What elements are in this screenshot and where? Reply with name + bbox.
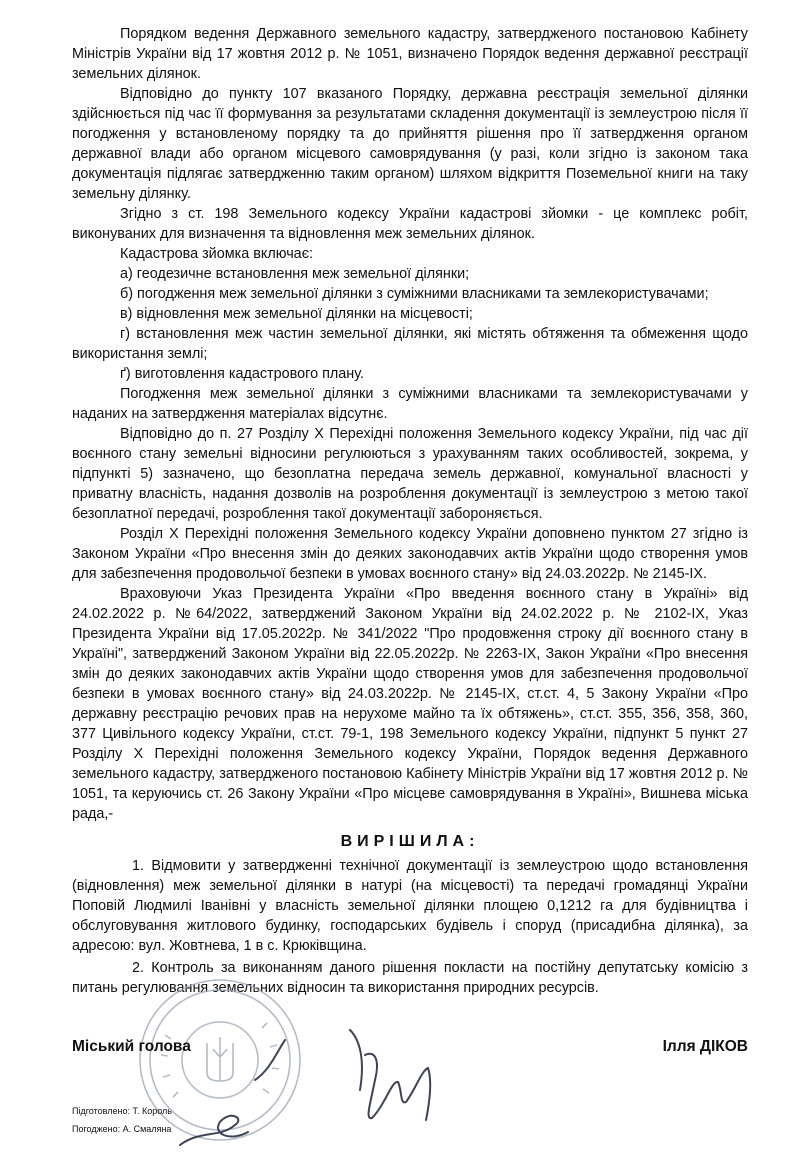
paragraph-approval-missing: Погодження меж земельної ділянки з суміжними власниками та землекористувачами у наданих на затвердження матеріалах відсутнє.: [72, 386, 748, 422]
signatory-name: Ілля ДІКОВ: [662, 1038, 748, 1055]
paragraph-section-amendment: Розділ Х Перехідні положення Земельного кодексу України доповнено пунктом 27 згідно із Законом України «Про внесення змін до деяких законодавчих актів України щодо створення умов для забезпечення продовольчої безпеки в умовах воєнного стану» від 24.03.2022р. № 2145-IX.: [72, 526, 748, 582]
decision-item-1: 1. Відмовити у затвердженні технічної документації із землеустрою щодо встановлення (відновлення) меж земельної ділянки в натурі (на місцевості) та передачі громадянці України Поповій Людмилі Іванівні у власність земельної ділянки площею 0,1212 га для будівництва і обслуговування житлового будинку, господарських будівель і споруд (присадибна ділянка), за адресою: вул. Жовтнева, 1 в с. Крюківщина.: [72, 858, 748, 954]
list-item-v: в) відновлення меж земельної ділянки на місцевості;: [120, 306, 473, 322]
paragraph-cadastre-procedure: Порядком ведення Державного земельного кадастру, затвердженого постановою Кабінету Міністрів України від 17 жовтня 2012 р. № 1051, визначено Порядок ведення державної реєстрації земельних ділянок.: [72, 26, 748, 82]
list-item-a: а) геодезичне встановлення меж земельної ділянки;: [120, 266, 470, 282]
paragraph-martial-law-rules: Відповідно до п. 27 Розділу Х Перехідні положення Земельного кодексу України, під час дії воєнного стану земельні відносини регулюються з урахуванням таких особливостей, зокрема, у підпункті 5) зазначено, що безоплатна передача земель державної, комунальної власності у приватну власність, надання дозволів на розроблення документації із землеустрою з метою такої безоплатної передачі, розроблення такої документації забороняється.: [72, 426, 748, 522]
list-item-b: б) погодження меж земельної ділянки з суміжними власниками та землекористувачами;: [120, 286, 709, 302]
paragraph-registration-rule: Відповідно до пункту 107 вказаного Порядку, державна реєстрація земельної ділянки здійснюється під час її формування за результатами складення документації із землеустрою після її погодження у встановленому порядку та до прийняття рішення про її затвердження органом державної влади або органом місцевого самоврядування (у разі, коли згідно із законом така документація підлягає затвердженню таким органом) шляхом відкриття Поземельної книги на таку земельну ділянку.: [72, 86, 748, 202]
footer-notes: [72, 1102, 172, 1138]
prepared-by: Підготовлено: Т. Король: [72, 1106, 172, 1116]
decision-item-2: 2. Контроль за виконанням даного рішення покласти на постійну депутатську комісію з питань регулювання земельних відносин та використання природних ресурсів.: [72, 960, 748, 996]
agreed-by: Погоджено: А. Смаляна: [72, 1124, 172, 1134]
paragraph-cadastral-survey-definition: Згідно з ст. 198 Земельного кодексу України кадастрові зйомки - це комплекс робіт, виконуваних для визначення та відновлення меж земельних ділянок.: [72, 206, 748, 242]
paragraph-survey-includes: Кадастрова зйомка включає:: [120, 246, 314, 262]
paragraph-legal-basis: Враховуючи Указ Президента України «Про введення воєнного стану в Україні» від 24.02.2022 р. №64/2022, затверджений Законом України від 24.02.2022 р. № 2102-IX, Указ Президента України від 17.05.2022р. № 341/2022 "Про продовження строку дії воєнного стану в Україні", затверджений Законом України від 22.05.2022р. № 2263-IX, Закон України «Про внесення змін до деяких законодавчих актів України щодо створення умов для забезпечення продовольчої безпеки в умовах воєнного стану» від 24.03.2022р. № 2145-IX, ст.ст. 4, 5 Закону України «Про державну реєстрацію речових прав на нерухоме майно та їх обтяжень», ст.ст. 355, 356, 358, 360, 377 Цивільного кодексу України, ст.ст. 79-1, 198 Земельного кодексу України, підпункт 5 пункт 27 Розділу Х Перехідні положення Земельного кодексу України, Порядок ведення Державного земельного кадастру, затвердженого постановою Кабінету Міністрів України від 17 жовтня 2012 р. № 1051, та керуючись ст. 26 Закону України «Про місцеве самоврядування в Україні», Вишнева міська рада,-: [72, 586, 748, 822]
list-item-g-prime: ґ) виготовлення кадастрового плану.: [120, 366, 364, 382]
decision-heading: ВИРІШИЛА:: [340, 833, 480, 850]
handwritten-signature: [160, 1010, 480, 1160]
list-item-g: г) встановлення меж частин земельної ділянки, які містять обтяження та обмеження щодо використання землі;: [72, 326, 748, 362]
signatory-position: Міський голова: [72, 1038, 191, 1055]
signature-row: [72, 1038, 748, 1062]
document-body: [72, 24, 748, 998]
